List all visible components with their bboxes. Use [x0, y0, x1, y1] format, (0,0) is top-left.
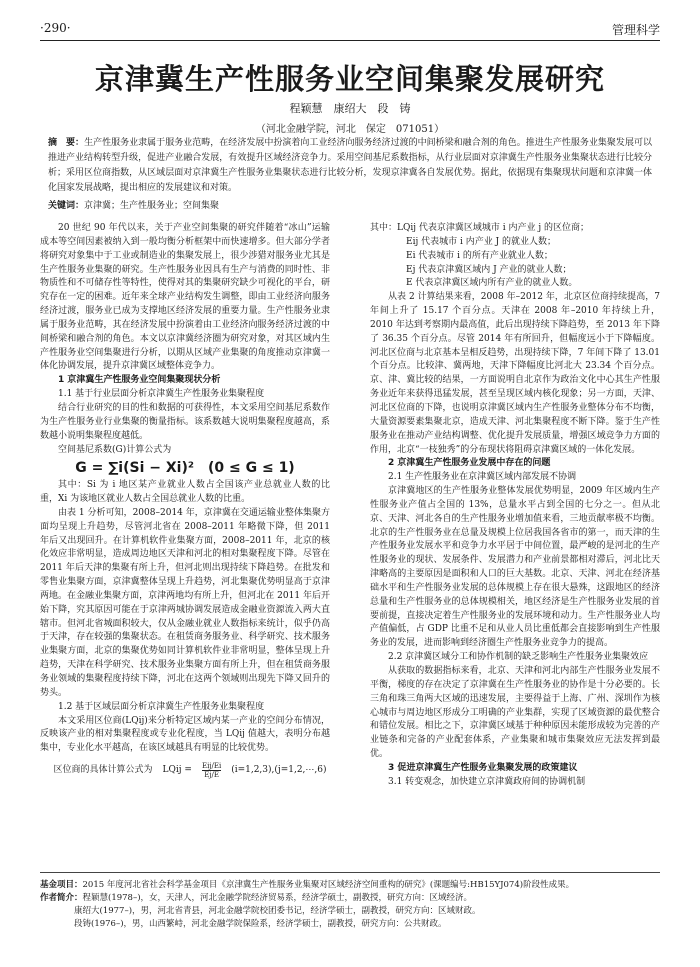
- fund-label: 基金项目：: [40, 880, 83, 890]
- paragraph-gini-formula-label: 空间基尼系数(G)计算公式为: [58, 444, 172, 455]
- lq-formula-range: (i=1,2,3),(j=1,2,⋯,6): [231, 764, 327, 775]
- subsection-heading-3-1: 3.1 转变观念，加快建立京津冀政府间的协调机制: [388, 776, 586, 787]
- paragraph-table1-analysis: 由表 1 分析可知，2008–2014 年，京津冀在交通运输业整体集聚方面均呈现上升趋势，尽管河北省在 2008–2011 年略微下降，但 2011 年后又出现回升。在计算机软件业集聚方面，2008–2011 年，北京的核化效应非常明显，造成周边地区天津和河北的相对集聚程度下降。尽管在 2011 年后天津的集聚有所上升，但河北则出现持续下降趋势。在批发和零售业集聚方面，京津冀整体呈现上升趋势，河北集聚优势明显高于京津两地。在金融业集聚方面，京津两地均有所上升，但河北在 2011 年后开始下降，究其原因可能在于京津两城协调发展造成金融业资源流入两大直辖市。但河北省城面积较大，仅从金融业就业人数指标来统计，似乎仍高于天津，存在较强的集聚状态。在租赁商务服务业、科学研究、技术服务业集聚方面，北京的集聚优势如同计算机软件业非常明显，整体呈现上升趋势，天津在科学研究、技术服务业集聚方面有所上升，但在租赁商务服务业领域的集聚程度持续下降，河北在这两个领域则出现先下降又回升的势头。: [40, 507, 330, 698]
- keywords-label: 关键词：: [48, 201, 85, 211]
- lq-definition-item: E 代表京津冀区域内所有产业的就业人数。: [406, 278, 578, 289]
- section-heading-1: 1 京津冀生产性服务业空间集聚现状分析: [58, 375, 221, 386]
- subsection-heading-2-1: 2.1 生产性服务业在京津冀区域内部发展不协调: [388, 472, 577, 483]
- lq-definition-item: Eij 代表城市 i 内产业 J 的就业人数；: [406, 236, 557, 247]
- right-column: [370, 222, 660, 790]
- fund-text: 2015 年度河北省社会科学基金项目《京津冀生产性服务业集聚对区域经济空间重构的研究》(课题编号:HB15YJ074)阶段性成果。: [82, 880, 575, 890]
- author-note-text: 程颖慧(1978–)，女，天津人，河北金融学院经济贸易系，经济学硕士，副教授，研究方向：区域经济。: [82, 893, 473, 903]
- keywords: [48, 198, 652, 211]
- paragraph-uneven-development: 京津冀地区的生产性服务业整体发展优势明显，2009 年区域内生产性服务业产值占全国的 13%，总量水平占到全国的七分之一。但从北京、天津、河北各自的生产性服务业增加值来看，三地贡献率极不均衡。北京的生产性服务业在总量及规模上位居我国各省市的第一，而天津的生产性服务业发展水平和竞争力水平居于中间位置，最严峻的是河北的生产性服务业的现状、发展条件、发展潜力和产业前景都相对滞后，河北比天津略高的主要原因是面积和人口的巨大基数。北京、天津、河北在经济基础水平和生产性服务业发展的总体规模上存在很大悬殊，这跟地区的经济总量和生产性服务业的总体规模相关，地区经济是生产性服务业发展的首要前提，直接决定着生产性服务业的发展环境和动力。生产性服务业人均产值偏低，占 GDP 比重不足和从业人员比重低都会直接影响到生产性服务业的发展，进而影响到经济圈生产性服务业竞争力的提高。: [370, 486, 660, 649]
- intro-paragraph: 20 世纪 90 年代以来，关于产业空间集聚的研究伴随着“冰山”运输成本等空间因素被纳入到一般均衡分析框架中而快速增多。但大部分学者将研究对象集中于工业或制造业的集聚发展上，很少涉猎对服务业尤其是生产性服务业集聚的研究。生产性服务业因具有生产与消费的同时性、非物质性和不可储存性等特性，使得对其的集聚研究缺少可视化的平台，研究存在一定的困难。近年来全球产业结构发生调整，即由工业经济向服务经济过渡，服务业已成为支撑地区经济发展的重要力量。生产性服务业隶属于服务业范畴，其在经济发展中扮演着由工业经济向服务经济过渡的中间桥梁和融合剂的角色。本文以京津冀经济圈为研究对象，对其区域内生产性服务业空间集聚进行分析，以期从区域产业集聚的角度推动京津冀一体化协调发展，提升京津冀区域整体竞争力。: [40, 223, 330, 372]
- lq-fraction: [202, 762, 221, 779]
- paragraph-cooperation: 从获取的数据指标来看，北京、天津和河北内部生产性服务业发展不平衡，梯度的存在决定了京津冀在生产性服务业的协作是十分必要的。长三角和珠三角两大区域的迅速发展，主要得益于上海、广州、深圳作为核心城市与周边地区形成分工明确的产业集群，实现了区域资源的最优整合和错位发展。相比之下，京津冀区域基于种种原因未能形成较为完善的产业链条和完备的产业配套体系，产业集聚和城市集聚效应无法发挥到最优。: [370, 666, 660, 760]
- author-note-3: 段铸(1976–)，男，山西繁峙，河北金融学院保险系，经济学硕士，副教授，研究方向：公共财政。: [74, 919, 447, 929]
- author-list: 程颖慧 康绍大 段 铸: [289, 102, 411, 115]
- subsection-heading-2-2: 2.2 京津冀区域分工和协作机制的缺乏影响生产性服务业集聚效应: [388, 652, 649, 663]
- author-affiliation: （河北金融学院，河北 保定 071051）: [255, 124, 445, 135]
- lq-definitions: [370, 236, 660, 291]
- lq-formula-label: 区位商的具体计算公式为: [53, 764, 153, 775]
- lq-formula: [40, 762, 330, 779]
- fund-note: [40, 879, 660, 892]
- keywords-text: 京津冀；生产性服务业；空间集聚: [84, 201, 220, 211]
- paragraph-gini-definition: 其中：Si 为 i 地区某产业就业人数占全国该产业总就业人数的比重，Xi 为该地区就业人数占全国总就业人数的比重。: [40, 480, 330, 505]
- footnotes: [40, 872, 660, 931]
- gini-formula: G = ∑i(Si − Xi)² (0 ≤ G ≤ 1): [75, 460, 295, 477]
- lq-definition-item: Ej 代表京津冀区域内 J 产业的就业人数；: [406, 264, 572, 275]
- article-title: 京津冀生产性服务业空间集聚发展研究: [94, 62, 605, 96]
- subsection-heading-1-2: 1.2 基于区域层面分析京津冀生产性服务业集聚程度: [58, 701, 265, 712]
- paragraph-table2-analysis: 从表 2 计算结果来看，2008 年–2012 年，北京区位商持续提高，7 年间上升了 15.17 个百分点。天津在 2008 年–2010 年持续上升，2010 年达到考察期内最高值，此后出现持续下降趋势，至 2013 年下降了 36.35 个百分点。尽管 2014 年有所回升，但幅度远小于下降幅度。河北区位商与北京基本呈相反趋势，出现持续下降，7 年间下降了 13.01 个百分点。比较津、冀两地，天津下降幅度比河北大 23.34 个百分点。京、津、冀比较的结果，一方面说明自北京作为政治文化中心其生产性服务业近年来获得迅猛发展，甚至呈现区域内核化现象；另一方面，天津、河北区位商的下降，也说明京津冀区域内生产性服务业整体分布不均衡，大量资源要素集聚北京，造成天津、河北集聚程度不断下降。鉴于生产性服务业在推动产业结构调整、优化提升发展质量，增强区域竞争力方面的作用，北京“一枝独秀”的分布现状将阻碍京津冀区域的一体化发展。: [370, 292, 660, 455]
- lq-definitions-intro: 其中：LQij 代表京津冀区域城市 i 内产业 j 的区位商；: [370, 223, 589, 233]
- subsection-heading-1-1: 1.1 基于行业层面分析京津冀生产性服务业集聚程度: [58, 389, 265, 400]
- abstract-text: 生产性服务业隶属于服务业范畴，在经济发展中扮演着向工业经济向服务经济过渡的中间桥梁和融合剂的角色。推进生产性服务业集聚发展可以推进产业结构转型升级，促进产业融合发展，有效提升区域经济竞争力。采用空间基尼系数指标，从行业层面对京津冀生产性服务业集聚状态进行比较分析；采用区位商指数，从区域层面对京津冀生产性服务业集聚状态进行比较分析，发现京津冀各自发展优势。据此，依据现有集聚现状问题和京津冀一体化国家发展战略，提出相应的发展建议和对策。: [48, 138, 652, 193]
- lq-denominator: Ej/E: [204, 771, 219, 780]
- lq-formula-lhs: LQij =: [162, 764, 192, 775]
- abstract-label: 摘 要：: [48, 138, 85, 148]
- author-note-label: 作者简介：: [40, 893, 83, 903]
- journal-name: 管理科学: [611, 23, 660, 37]
- paragraph-lq-intro: 本文采用区位商(LQij)来分析特定区域内某一产业的空间分布情况，反映该产业的相对集聚程度或专业化程度，当 LQij 值越大，表明分布越集中，专业化水平越高，在该区域越具有明显的比较优势。: [40, 715, 330, 754]
- author-note-2: 康绍大(1977–)，男，河北省青县，河北金融学院校团委书记，经济学硕士，副教授，研究方向：区域财政。: [74, 906, 481, 916]
- left-column: [40, 222, 330, 787]
- abstract: [48, 136, 652, 196]
- page-number: ·290·: [40, 21, 71, 35]
- section-heading-2: 2 京津冀生产性服务业发展中存在的问题: [388, 458, 551, 469]
- paragraph-gini-intro: 结合行业研究的目的性和数据的可获得性，本文采用空间基尼系数作为生产性服务业行业集聚的衡量指标。该系数越大说明集聚程度越高，系数越小说明集聚程度越低。: [40, 402, 330, 441]
- lq-numerator: Eij/Ei: [201, 762, 222, 771]
- author-note-1: [40, 892, 660, 905]
- section-heading-3: 3 促进京津冀生产性服务业集聚发展的政策建议: [388, 762, 578, 773]
- running-header: [40, 18, 660, 41]
- lq-definition-item: Ei 代表城市 i 的所有产业就业人数；: [406, 250, 553, 261]
